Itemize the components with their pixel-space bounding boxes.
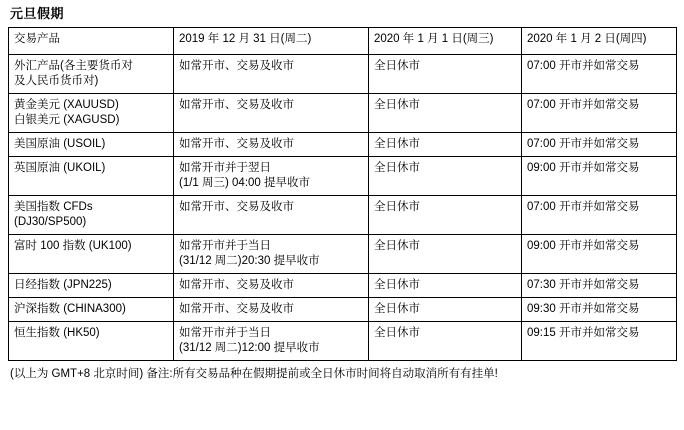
product-name-line1: 美国原油 (USOIL) xyxy=(14,138,106,150)
product-name-line2: 及人民币货币对) xyxy=(14,75,99,87)
footnote: (以上为 GMT+8 北京时间) 备注:所有交易品种在假期提前或全日休市时间将自动取消所有有挂单! xyxy=(10,368,498,380)
row-product xyxy=(9,274,174,298)
row-jan1: 全日休市 xyxy=(369,322,522,361)
dec31-line2: (31/12 周二)20:30 提早收市 xyxy=(179,255,320,267)
row-product xyxy=(9,298,174,322)
page-title: 元旦假期 xyxy=(10,6,65,21)
product-name-line1: 美国指数 CFDs xyxy=(14,201,93,213)
product-name-line1: 黄金美元 (XAUUSD) xyxy=(14,99,119,111)
row-jan2: 09:00 开市并如常交易 xyxy=(522,157,677,196)
dec31-line1: 如常开市、交易及收市 xyxy=(179,60,294,72)
product-name-line1: 沪深指数 (CHINA300) xyxy=(14,303,126,315)
row-dec31 xyxy=(174,157,369,196)
row-dec31 xyxy=(174,55,369,94)
table-row xyxy=(9,274,677,298)
product-name-line1: 英国原油 (UKOIL) xyxy=(14,162,106,174)
row-jan1: 全日休市 xyxy=(369,196,522,235)
row-jan1: 全日休市 xyxy=(369,298,522,322)
row-jan1: 全日休市 xyxy=(369,157,522,196)
dec31-line1: 如常开市、交易及收市 xyxy=(179,201,294,213)
row-jan2: 07:00 开市并如常交易 xyxy=(522,133,677,157)
product-name-line1: 日经指数 (JPN225) xyxy=(14,279,112,291)
row-product xyxy=(9,322,174,361)
row-jan2: 07:00 开市并如常交易 xyxy=(522,94,677,133)
product-name-line1: 恒生指数 (HK50) xyxy=(14,327,100,339)
dec31-line1: 如常开市、交易及收市 xyxy=(179,138,294,150)
row-jan2: 09:30 开市并如常交易 xyxy=(522,298,677,322)
row-dec31 xyxy=(174,94,369,133)
row-jan1: 全日休市 xyxy=(369,133,522,157)
dec31-line2: (31/12 周二)12:00 提早收市 xyxy=(179,342,320,354)
row-jan1: 全日休市 xyxy=(369,235,522,274)
table-row xyxy=(9,298,677,322)
column-header-jan2: 2020 年 1 月 2 日(周四) xyxy=(522,28,677,55)
table-row xyxy=(9,196,677,235)
column-header-jan1: 2020 年 1 月 1 日(周三) xyxy=(369,28,522,55)
product-name-line1: 外汇产品(各主要货币对 xyxy=(14,60,133,72)
dec31-line1: 如常开市、交易及收市 xyxy=(179,99,294,111)
row-product xyxy=(9,157,174,196)
dec31-line1: 如常开市并于当日 xyxy=(179,240,271,252)
column-header-product: 交易产品 xyxy=(9,28,174,55)
row-jan1: 全日休市 xyxy=(369,274,522,298)
dec31-line1: 如常开市、交易及收市 xyxy=(179,303,294,315)
product-name-line2: 白银美元 (XAGUSD) xyxy=(14,114,120,126)
column-header-dec31: 2019 年 12 月 31 日(周二) xyxy=(174,28,369,55)
table-row xyxy=(9,157,677,196)
row-dec31 xyxy=(174,133,369,157)
row-dec31 xyxy=(174,322,369,361)
row-product xyxy=(9,196,174,235)
row-product xyxy=(9,235,174,274)
dec31-line2: (1/1 周三) 04:00 提早收市 xyxy=(179,177,311,189)
row-jan2: 09:15 开市并如常交易 xyxy=(522,322,677,361)
row-jan2: 09:00 开市并如常交易 xyxy=(522,235,677,274)
dec31-line1: 如常开市、交易及收市 xyxy=(179,279,294,291)
table-row xyxy=(9,55,677,94)
holiday-schedule-table xyxy=(8,27,677,361)
row-product xyxy=(9,133,174,157)
table-row xyxy=(9,235,677,274)
table-row xyxy=(9,94,677,133)
table-row xyxy=(9,133,677,157)
table-header-row xyxy=(9,28,677,55)
row-product xyxy=(9,55,174,94)
row-dec31 xyxy=(174,298,369,322)
table-row xyxy=(9,322,677,361)
row-jan2: 07:00 开市并如常交易 xyxy=(522,196,677,235)
dec31-line1: 如常开市并于当日 xyxy=(179,327,271,339)
row-jan2: 07:00 开市并如常交易 xyxy=(522,55,677,94)
row-jan1: 全日休市 xyxy=(369,55,522,94)
row-dec31 xyxy=(174,196,369,235)
product-name-line1: 富时 100 指数 (UK100) xyxy=(14,240,132,252)
row-product xyxy=(9,94,174,133)
row-dec31 xyxy=(174,274,369,298)
dec31-line1: 如常开市并于翌日 xyxy=(179,162,271,174)
row-jan1: 全日休市 xyxy=(369,94,522,133)
product-name-line2: (DJ30/SP500) xyxy=(14,216,87,228)
row-dec31 xyxy=(174,235,369,274)
row-jan2: 07:30 开市并如常交易 xyxy=(522,274,677,298)
